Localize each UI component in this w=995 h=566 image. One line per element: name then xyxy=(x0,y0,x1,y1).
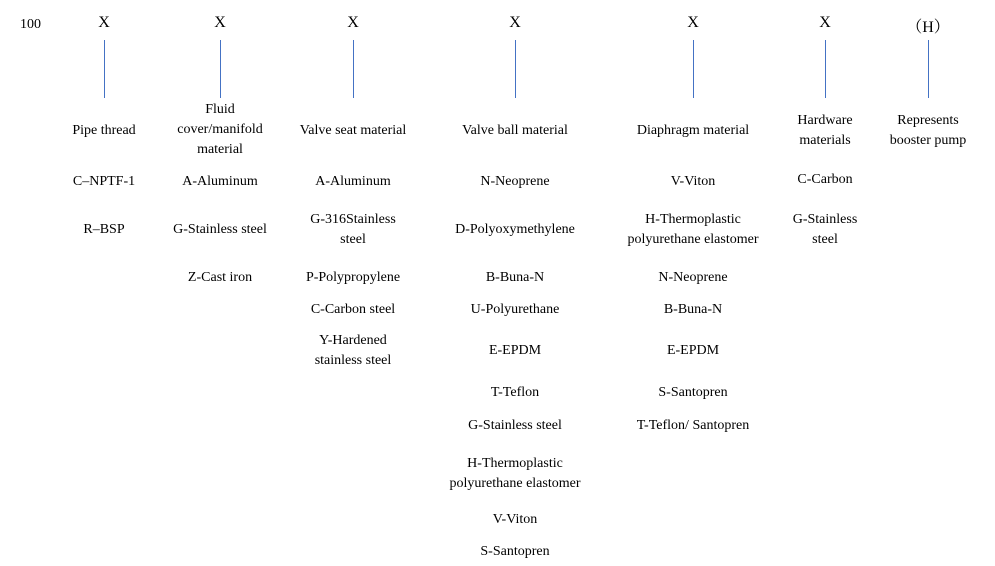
option-item: E-EPDM xyxy=(666,343,720,358)
column-header: Hardware materials xyxy=(797,113,853,148)
option-item: H-Thermoplastic polyurethane elastomer xyxy=(627,212,759,247)
connector-line xyxy=(825,40,826,98)
option-item: U-Polyurethane xyxy=(470,302,560,317)
option-item: R–BSP xyxy=(83,222,125,237)
connector-line xyxy=(693,40,694,98)
column-header: Represents booster pump xyxy=(889,113,967,148)
option-item: G-Stainless steel xyxy=(173,222,267,237)
option-item: G-316Stainless steel xyxy=(310,212,396,247)
column-header: Diaphragm material xyxy=(636,123,750,138)
option-item: N-Neoprene xyxy=(480,174,550,189)
option-item: H-Thermoplastic polyurethane elastomer xyxy=(449,456,581,491)
option-item: T-Teflon/ Santopren xyxy=(636,418,750,433)
option-item: B-Buna-N xyxy=(485,270,545,285)
code-column xyxy=(828,0,995,566)
code-letter: X xyxy=(214,14,226,31)
option-item: C-Carbon xyxy=(797,172,853,187)
connector-line xyxy=(104,40,105,98)
option-item: E-EPDM xyxy=(488,343,542,358)
code-letter: X xyxy=(687,14,699,31)
option-item: C-Carbon steel xyxy=(310,302,396,317)
column-header: Pipe thread xyxy=(72,123,136,138)
option-item: P-Polypropylene xyxy=(305,270,401,285)
code-letter: （H） xyxy=(906,19,950,36)
code-letter: X xyxy=(347,14,359,31)
option-item: A-Aluminum xyxy=(315,174,391,189)
option-item: N-Neoprene xyxy=(658,270,728,285)
connector-line xyxy=(515,40,516,98)
option-item: A-Aluminum xyxy=(182,174,258,189)
connector-line xyxy=(928,40,929,98)
code-column xyxy=(415,0,615,566)
option-item: G-Stainless steel xyxy=(792,212,858,247)
option-item: V-Viton xyxy=(670,174,716,189)
option-item: Z-Cast iron xyxy=(187,270,253,285)
connector-line xyxy=(220,40,221,98)
model-prefix: 100 xyxy=(20,17,41,32)
option-item: V-Viton xyxy=(492,512,538,527)
option-item: C–NPTF-1 xyxy=(72,174,136,189)
connector-line xyxy=(353,40,354,98)
option-item: S-Santopren xyxy=(658,385,728,400)
option-item: G-Stainless steel xyxy=(468,418,562,433)
code-letter: X xyxy=(98,14,110,31)
column-header: Valve seat material xyxy=(299,123,407,138)
option-item: S-Santopren xyxy=(480,544,550,559)
option-item: B-Buna-N xyxy=(663,302,723,317)
code-letter: X xyxy=(819,14,831,31)
column-header: Valve ball material xyxy=(462,123,568,138)
option-item: D-Polyoxymethylene xyxy=(455,222,575,237)
option-item: Y-Hardened stainless steel xyxy=(314,333,392,368)
option-item: T-Teflon xyxy=(490,385,540,400)
column-header: Fluid cover/manifold material xyxy=(177,102,263,157)
code-letter: X xyxy=(509,14,521,31)
